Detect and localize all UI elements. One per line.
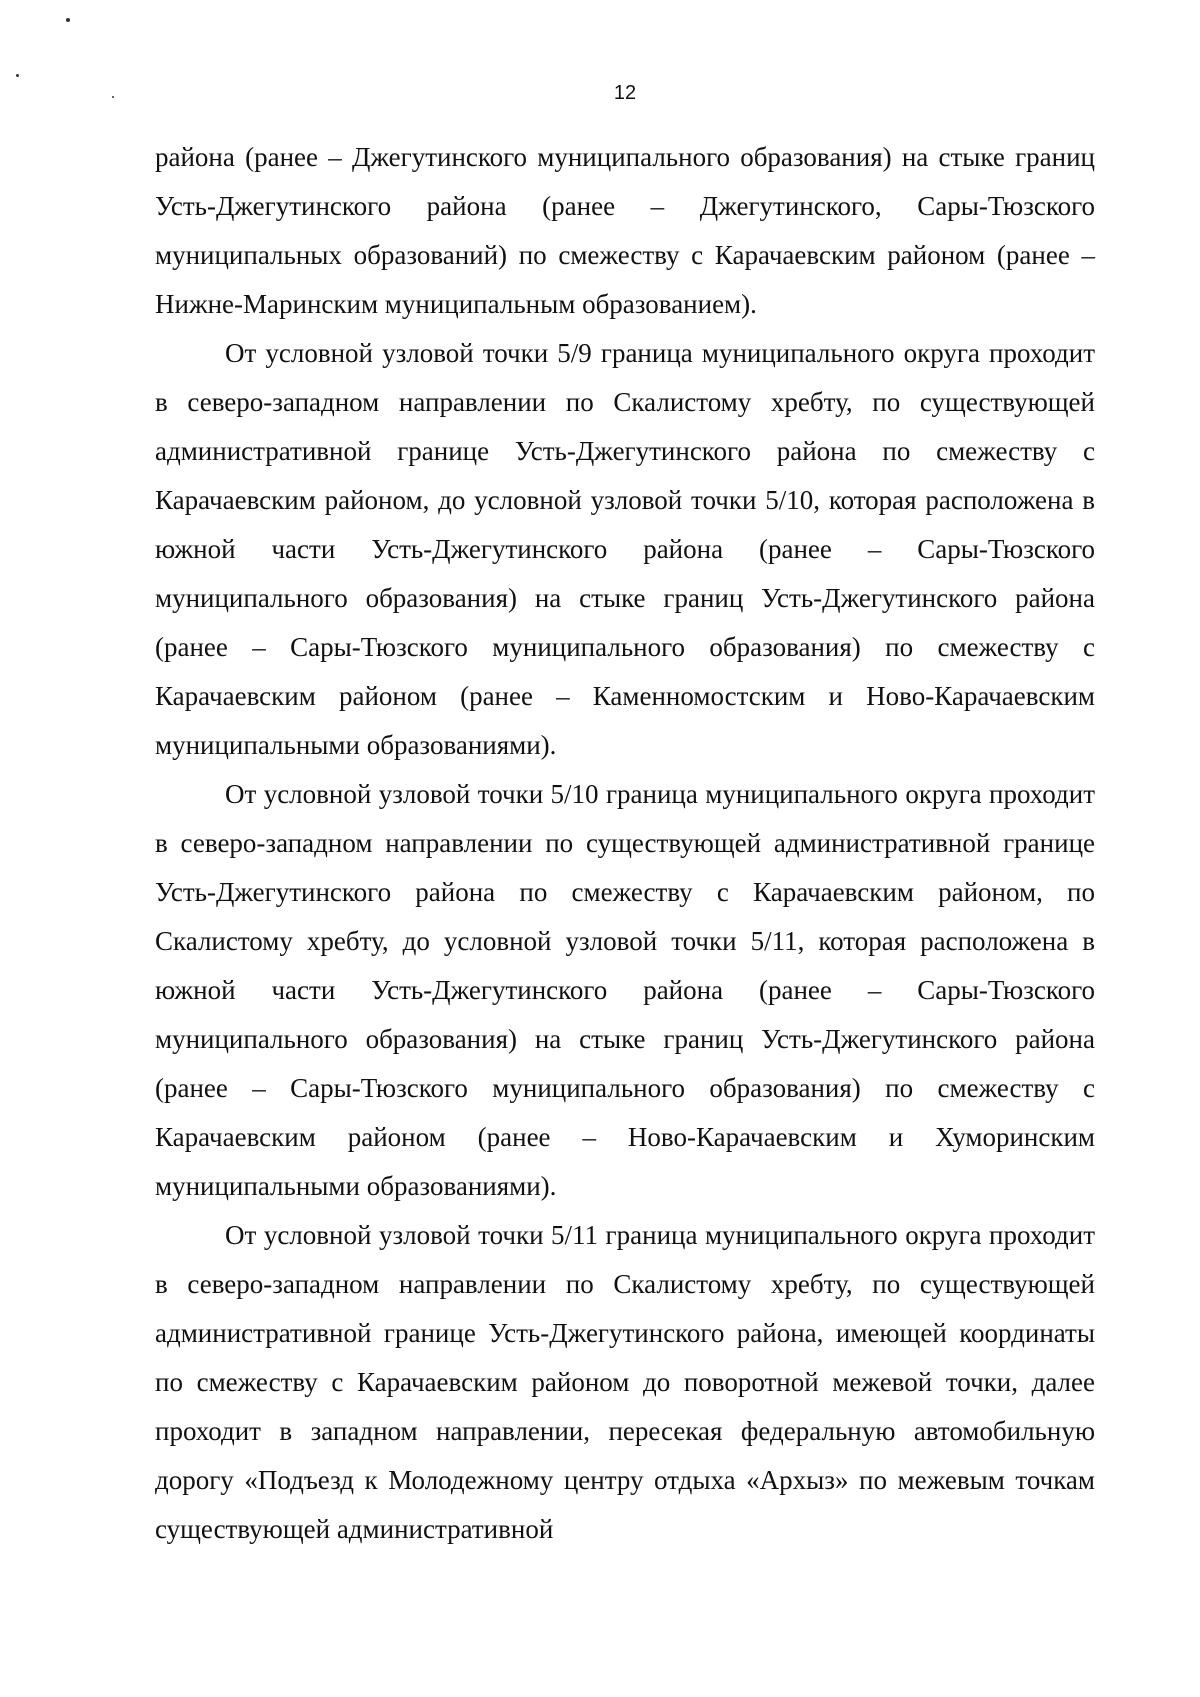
paragraph: От условной узловой точки 5/11 граница муниципального округа проходит в северо-западном направлении по Скалистому хребту, по существующей административной границе Усть-Джегутинского района, имеющей координаты по смежеству с Карачаевским районом до поворотной межевой точки, далее проходит в западном направлении, пересекая федеральную автомобильную дорогу «Подъезд к Молодежному центру отдыха «Архыз» по межевым точкам существующей административной: [155, 1220, 1095, 1544]
scan-speck: [16, 74, 19, 77]
document-body: [155, 133, 1095, 1554]
paragraph: От условной узловой точки 5/10 граница муниципального округа проходит в северо-западном направлении по существующей административной границе Усть-Джегутинского района по смежеству с Карачаевским районом, по Скалистому хребту, до условной узловой точки 5/11, которая расположена в южной части Усть-Джегутинского района (ранее – Сары-Тюзского муниципального образования) на стыке границ Усть-Джегутинского района (ранее – Сары-Тюзского муниципального образования) по смежеству с Карачаевским районом (ранее – Ново-Карачаевским и Хуморинским муниципальными образованиями).: [155, 779, 1095, 1201]
paragraph-continued: района (ранее – Джегутинского муниципального образования) на стыке границ Усть-Джегутинского района (ранее – Джегутинского, Сары-Тюзского муниципальных образований) по смежеству с Карачаевским районом (ранее – Нижне-Маринским муниципальным образованием).: [155, 142, 1095, 319]
page-number: 12: [613, 82, 637, 104]
paragraph: От условной узловой точки 5/9 граница муниципального округа проходит в северо-западном направлении по Скалистому хребту, по существующей административной границе Усть-Джегутинского района по смежеству с Карачаевским районом, до условной узловой точки 5/10, которая расположена в южной части Усть-Джегутинского района (ранее – Сары-Тюзского муниципального образования) на стыке границ Усть-Джегутинского района (ранее – Сары-Тюзского муниципального образования) по смежеству с Карачаевским районом (ранее – Каменномостским и Ново-Карачаевским муниципальными образованиями).: [155, 338, 1095, 760]
scan-speck: [66, 18, 70, 22]
